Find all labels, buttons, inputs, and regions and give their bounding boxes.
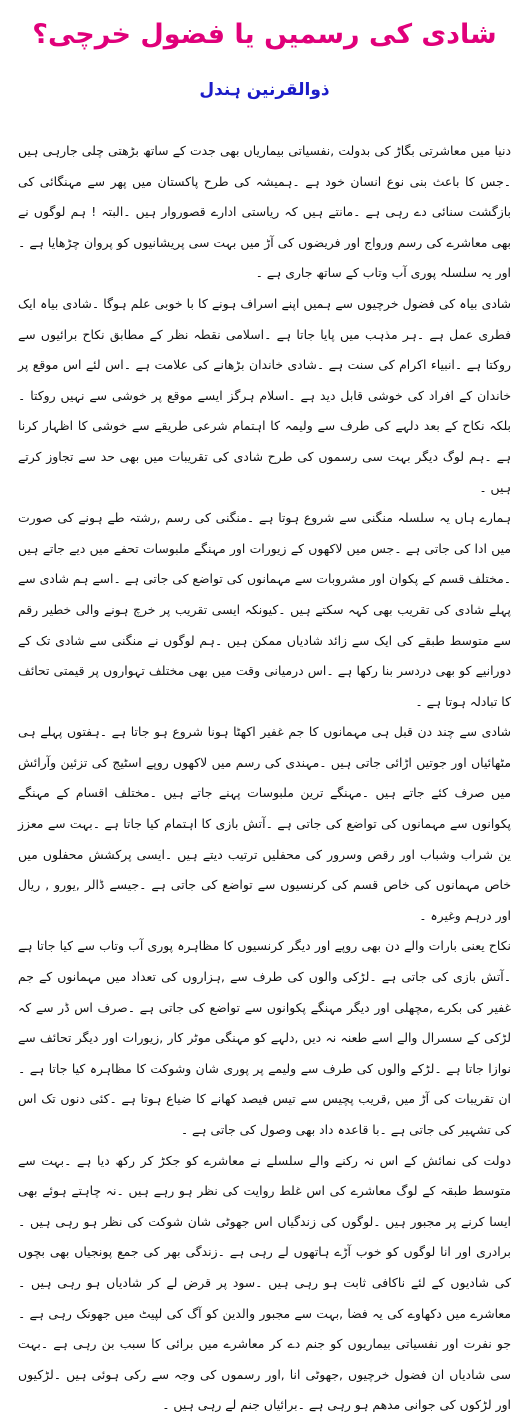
article-title: شادی کی رسمیں یا فضول خرچی؟	[32, 19, 497, 50]
article-page	[0, 18, 529, 1413]
paragraph-2: شادی بیاہ کی فضول خرچیوں سے ہمیں اپنے اسراف ہونے کا با خوبی علم ہوگا ۔شادی بیاہ ایک فطری عمل ہے ۔ہر مذہب میں پایا جاتا ہے ۔اسلامی نقطہ نظر کے مطابق نکاح برائیوں سے روکتا ہے ۔انبیاء اکرام کی سنت ہے ۔شادی خاندان بڑھانے کی علامت ہے ۔اس لئے اس موقع پر خاندان کے افراد کی خوشی قابل دید ہے ۔اسلام ہرگز ایسے موقع پر خوشی سے نہیں روکتا ۔بلکہ نکاح کے بعد دلہے کی طرف سے ولیمہ کا اہتمام شرعی طریقے سے خوشی کا اظہار کرنا ہے ۔ہم لوگ دیگر بہت سی رسموں کی طرح شادی کی تقریبات میں بھی حد سے تجاوز کرتے ہیں ۔	[18, 295, 511, 495]
article-body	[18, 136, 511, 1421]
paragraph-3: ہمارے ہاں یہ سلسلہ منگنی سے شروع ہوتا ہے ۔منگنی کی رسم ,رشتہ طے ہونے کی صورت میں ادا کی جاتی ہے ۔جس میں لاکھوں کے زیورات اور مہنگے ملبوسات تحفے میں دیے جاتے ہیں ۔مختلف قسم کے پکوان اور مشروبات سے مہمانوں کی تواضع کی جاتی ہے ۔اسے ہم شادی سے پہلے شادی کی تقریب بھی کہہ سکتے ہیں ۔کیونکہ ایسی تقریب پر خرچ ہونے والی خطیر رقم سے متوسط طبقے کی ایک سے زائد شادیاں ممکن ہیں ۔ہم لوگوں نے منگنی سے شادی تک کے دورانیے کو بھی دردسر بنا رکھا ہے ۔اس درمیانی وقت میں بھی مختلف تہواروں پر قیمتی تحائف کا تبادلہ ہوتا ہے ۔	[18, 510, 511, 709]
paragraph-5: نکاح یعنی بارات والے دن بھی روپے اور دیگر کرنسیوں کا مظاہرہ پوری آب وتاب سے کیا جاتا ہے ۔آتش بازی کی جاتی ہے ۔لڑکی والوں کی طرف سے ,ہزاروں کی تعداد میں مہمانوں کے جم غفیر کی بکرے ,مچھلی اور دیگر مہنگے پکوانوں سے تواضع کی جاتی ہے ۔صرف اس ڈر سے کہ لڑکی کے سسرال والے اسے طعنہ نہ دیں ,دلہے کو مہنگی موٹر کار ,زیورات اور دیگر تحائف سے نوازا جاتا ہے ۔لڑکے والوں کی طرف سے ولیمے پر پوری شان وشوکت کا مظاہرہ کیا جاتا ہے ۔ان تقریبات کی آڑ میں ,قریب پچیس سے تیس فیصد کھانے کا ضیاع ہوتا ہے ۔کئی دنوں تک اس کی تشہیر کی جاتی ہے ۔با قاعدہ داد بھی وصول کی جاتی ہے ۔	[18, 938, 511, 1137]
paragraph-4: شادی سے چند دن قبل ہی مہمانوں کا جم غفیر اکھٹا ہونا شروع ہو جاتا ہے ۔ہفتوں پہلے ہی مٹھائیاں اور جوتیں اڑائی جاتی ہیں ۔مہندی کی رسم میں لاکھوں روپے اسٹیج کی تزئین وآرائش میں صرف کئے جاتے ہیں ۔مہنگے ترین ملبوسات پہنے جاتے ہیں ۔مختلف اقسام کے مہنگے پکوانوں سے مہمانوں کی تواضع کی جاتی ہے ۔آتش بازی کا اہتمام کیا جاتا ہے ۔بہت سے معزز ین شراب وشباب اور رقص وسرور کی محفلیں ترتیب دیتے ہیں ۔ایسی پرکشش محفلوں میں خاص مہمانوں کی خاص قسم کی کرنسیوں سے تواضع کی جاتی ہے ۔جیسے ڈالر ,یورو , ریال اور درہم وغیرہ ۔	[18, 724, 511, 923]
paragraph-1: دنیا میں معاشرتی بگاڑ کی بدولت ,نفسیاتی بیماریاں بھی جدت کے ساتھ بڑھتی چلی جارہی ہیں ۔جس کا باعث بنی نوع انسان خود ہے ۔ہمیشہ کی طرح پاکستان میں پھر سے مہنگائی کی بازگشت سنائی دے رہی ہے ۔مانتے ہیں کہ ریاستی ادارے قصوروار ہیں ۔البتہ ! ہم لوگوں نے بھی معاشرے کی رسم ورواج اور فریضوں کی آڑ میں بہت سی پریشانیوں کو پروان چڑھایا ہے ۔اور یہ سلسلہ پوری آب وتاب کے ساتھ جاری ہے ۔	[18, 143, 511, 281]
paragraph-6: دولت کی نمائش کے اس نہ رکنے والے سلسلے نے معاشرے کو جکڑ کر رکھ دیا ہے ۔بہت سے متوسط طبقہ کے لوگ معاشرے کی اس غلط روایت کی نظر ہو رہے ہیں ۔نہ چاہتے ہوئے بھی ایسا کرنے پر مجبور ہیں ۔لوگوں کی زندگیاں اس جھوٹی شان شوکت کی نظر ہو رہی ہیں ۔برادری اور انا لوگوں کو خوب آڑے ہاتھوں لے رہی ہے ۔زندگی بھر کی جمع پونجیاں بھی بچوں کی شادیوں کے لئے ناکافی ثابت ہو رہی ہیں ۔سود پر قرض لے کر شادیاں ہو رہی ہیں ۔معاشرے میں دکھاوے کی یہ فضا ,بہت سے مجبور والدین کو آگ کی لپیٹ میں جھونک رہی ہے ۔جو نفرت اور نفسیاتی بیماریوں کو جنم دے کر معاشرے میں برائی کا سبب بن رہی ہے ۔بہت سی شادیاں ان فضول خرچیوں ,جھوٹی انا ,اور رسموں کی وجہ سے رکی ہوئی ہیں ۔لڑکیوں اور لڑکوں کی جوانی مدھم ہو رہی ہے ۔برائیاں جنم لے رہی ہیں ۔	[18, 1152, 511, 1413]
article-author: ذوالقرنین ہندل	[199, 80, 330, 100]
